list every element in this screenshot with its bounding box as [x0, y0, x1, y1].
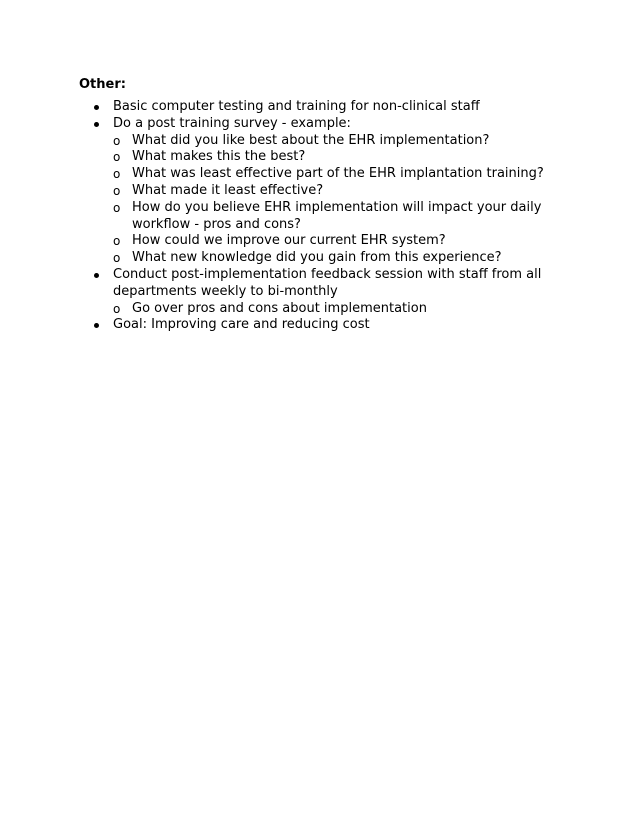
- sub-list-item: [113, 166, 559, 183]
- list-item-text: Do a post training survey - example:: [113, 115, 351, 131]
- list-item: [79, 99, 559, 116]
- sub-list: [113, 133, 559, 267]
- sub-list-item: [113, 250, 559, 267]
- sub-list: [113, 301, 559, 318]
- list-item-text: Goal: Improving care and reducing cost: [113, 317, 370, 333]
- list-item: [79, 116, 559, 267]
- sub-bullet-icon: o: [113, 150, 121, 165]
- bullet-icon: [94, 273, 99, 278]
- section-heading: Other:: [79, 77, 126, 92]
- sub-bullet-icon: o: [113, 301, 121, 316]
- sub-list-item-text: How could we improve our current EHR system?: [132, 233, 446, 249]
- sub-list-item: [113, 301, 559, 318]
- sub-list-item-text: What makes this the best?: [132, 149, 306, 165]
- bullet-icon: [94, 122, 99, 127]
- sub-list-item: [113, 149, 559, 166]
- list-item-text: Conduct post-implementation feedback session with staff from all departments weekly to bi-monthly: [113, 266, 542, 299]
- sub-bullet-icon: o: [113, 167, 121, 182]
- sub-list-item: [113, 200, 559, 234]
- list-item: [79, 317, 559, 334]
- list-item: [79, 267, 559, 317]
- sub-bullet-icon: o: [113, 234, 121, 249]
- bullet-list: [79, 99, 559, 334]
- sub-bullet-icon: o: [113, 183, 121, 198]
- sub-list-item: [113, 183, 559, 200]
- bullet-icon: [94, 105, 99, 110]
- sub-bullet-icon: o: [113, 251, 121, 266]
- sub-list-item-text: What did you like best about the EHR implementation?: [132, 132, 490, 148]
- sub-list-item-text: Go over pros and cons about implementation: [132, 300, 427, 316]
- sub-list-item: [113, 233, 559, 250]
- sub-list-item-text: How do you believe EHR implementation will impact your daily workflow - pros and cons?: [132, 199, 542, 232]
- sub-list-item-text: What new knowledge did you gain from this experience?: [132, 250, 502, 266]
- sub-list-item-text: What made it least effective?: [132, 182, 324, 198]
- sub-bullet-icon: o: [113, 200, 121, 215]
- sub-list-item-text: What was least effective part of the EHR implantation training?: [132, 166, 544, 182]
- bullet-icon: [94, 323, 99, 328]
- sub-list-item: [113, 133, 559, 150]
- sub-bullet-icon: o: [113, 133, 121, 148]
- list-item-text: Basic computer testing and training for non-clinical staff: [113, 99, 480, 114]
